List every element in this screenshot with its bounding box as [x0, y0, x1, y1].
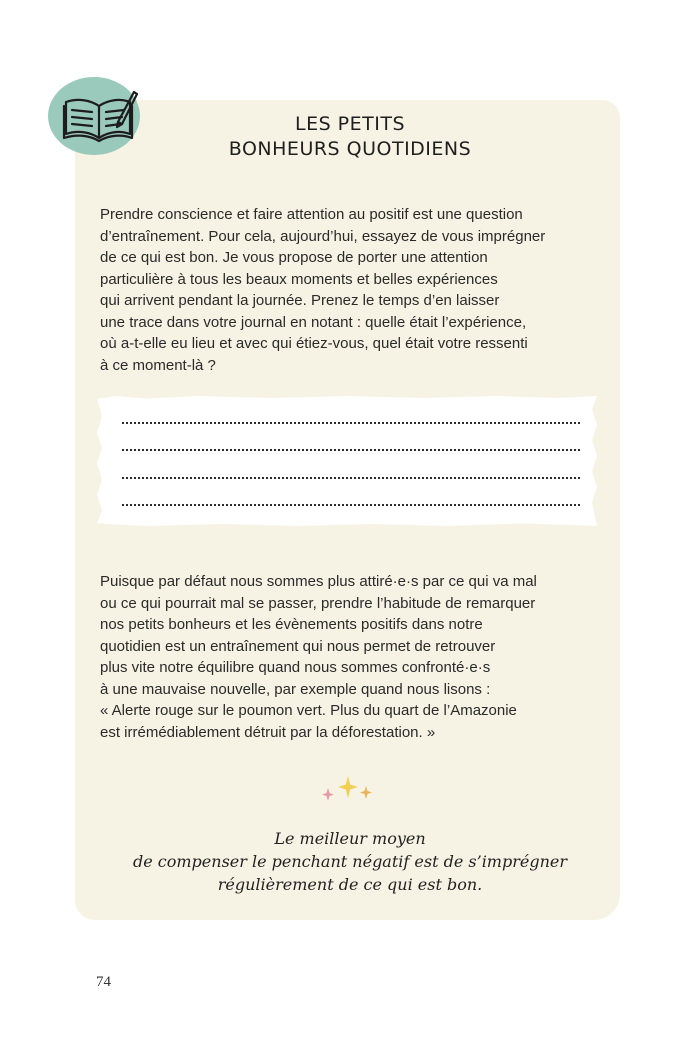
text-line: à une mauvaise nouvelle, par exemple quand nous lisons :	[100, 680, 491, 698]
page-number: 74	[96, 974, 111, 990]
journal-notepad	[97, 396, 597, 526]
text-line: plus vite notre équilibre quand nous sommes confronté·e·s	[100, 659, 491, 676]
text-line: de ce qui est bon. Je vous propose de porter une attention	[100, 249, 488, 266]
text-line: nos petits bonheurs et les évènements positifs dans notre	[100, 616, 483, 633]
text-line: Prendre conscience et faire attention au positif est une question	[100, 206, 523, 223]
text-line: « Alerte rouge sur le poumon vert. Plus du quart de l’Amazonie	[100, 702, 517, 719]
text-line: d’entraînement. Pour cela, aujourd’hui, essayez de vous imprégner	[100, 227, 546, 245]
text-line: quotidien est un entraînement qui nous permet de retrouver	[100, 637, 496, 655]
text-line: qui arrivent pendant la journée. Prenez le temps d’en laisser	[100, 292, 500, 309]
highlight-quote	[120, 827, 580, 896]
text-line: Puisque par défaut nous sommes plus attiré·e·s par ce qui va mal	[100, 573, 537, 590]
open-journal-with-pen-icon	[62, 88, 138, 144]
sparkles-icon	[318, 774, 378, 808]
text-line: ou ce qui pourrait mal se passer, prendre l’habitude de remarquer	[100, 594, 536, 612]
text-line: est irrémédiablement détruit par la déforestation. »	[100, 723, 436, 741]
page-title-line-2: BONHEURS QUOTIDIENS	[228, 138, 472, 160]
text-line: où a-t-elle eu lieu et avec qui étiez-vous, quel était votre ressenti	[100, 335, 528, 352]
quote-line: de compenser le penchant négatif est de s’imprégner	[132, 852, 567, 871]
text-line: une trace dans votre journal en notant : quelle était l’expérience,	[100, 313, 527, 331]
page-title-line-1: LES PETITS	[294, 113, 406, 135]
intro-paragraph	[100, 204, 600, 376]
text-line: particulière à tous les beaux moments et belles expériences	[100, 270, 498, 288]
writing-line[interactable]	[122, 504, 580, 506]
quote-line: Le meilleur moyen	[274, 829, 426, 848]
text-line: à ce moment-là ?	[100, 356, 216, 374]
explanation-paragraph	[100, 571, 600, 743]
writing-line[interactable]	[122, 477, 580, 479]
writing-line[interactable]	[122, 449, 580, 451]
writing-line[interactable]	[122, 422, 580, 424]
quote-line: régulièrement de ce qui est bon.	[217, 875, 483, 894]
